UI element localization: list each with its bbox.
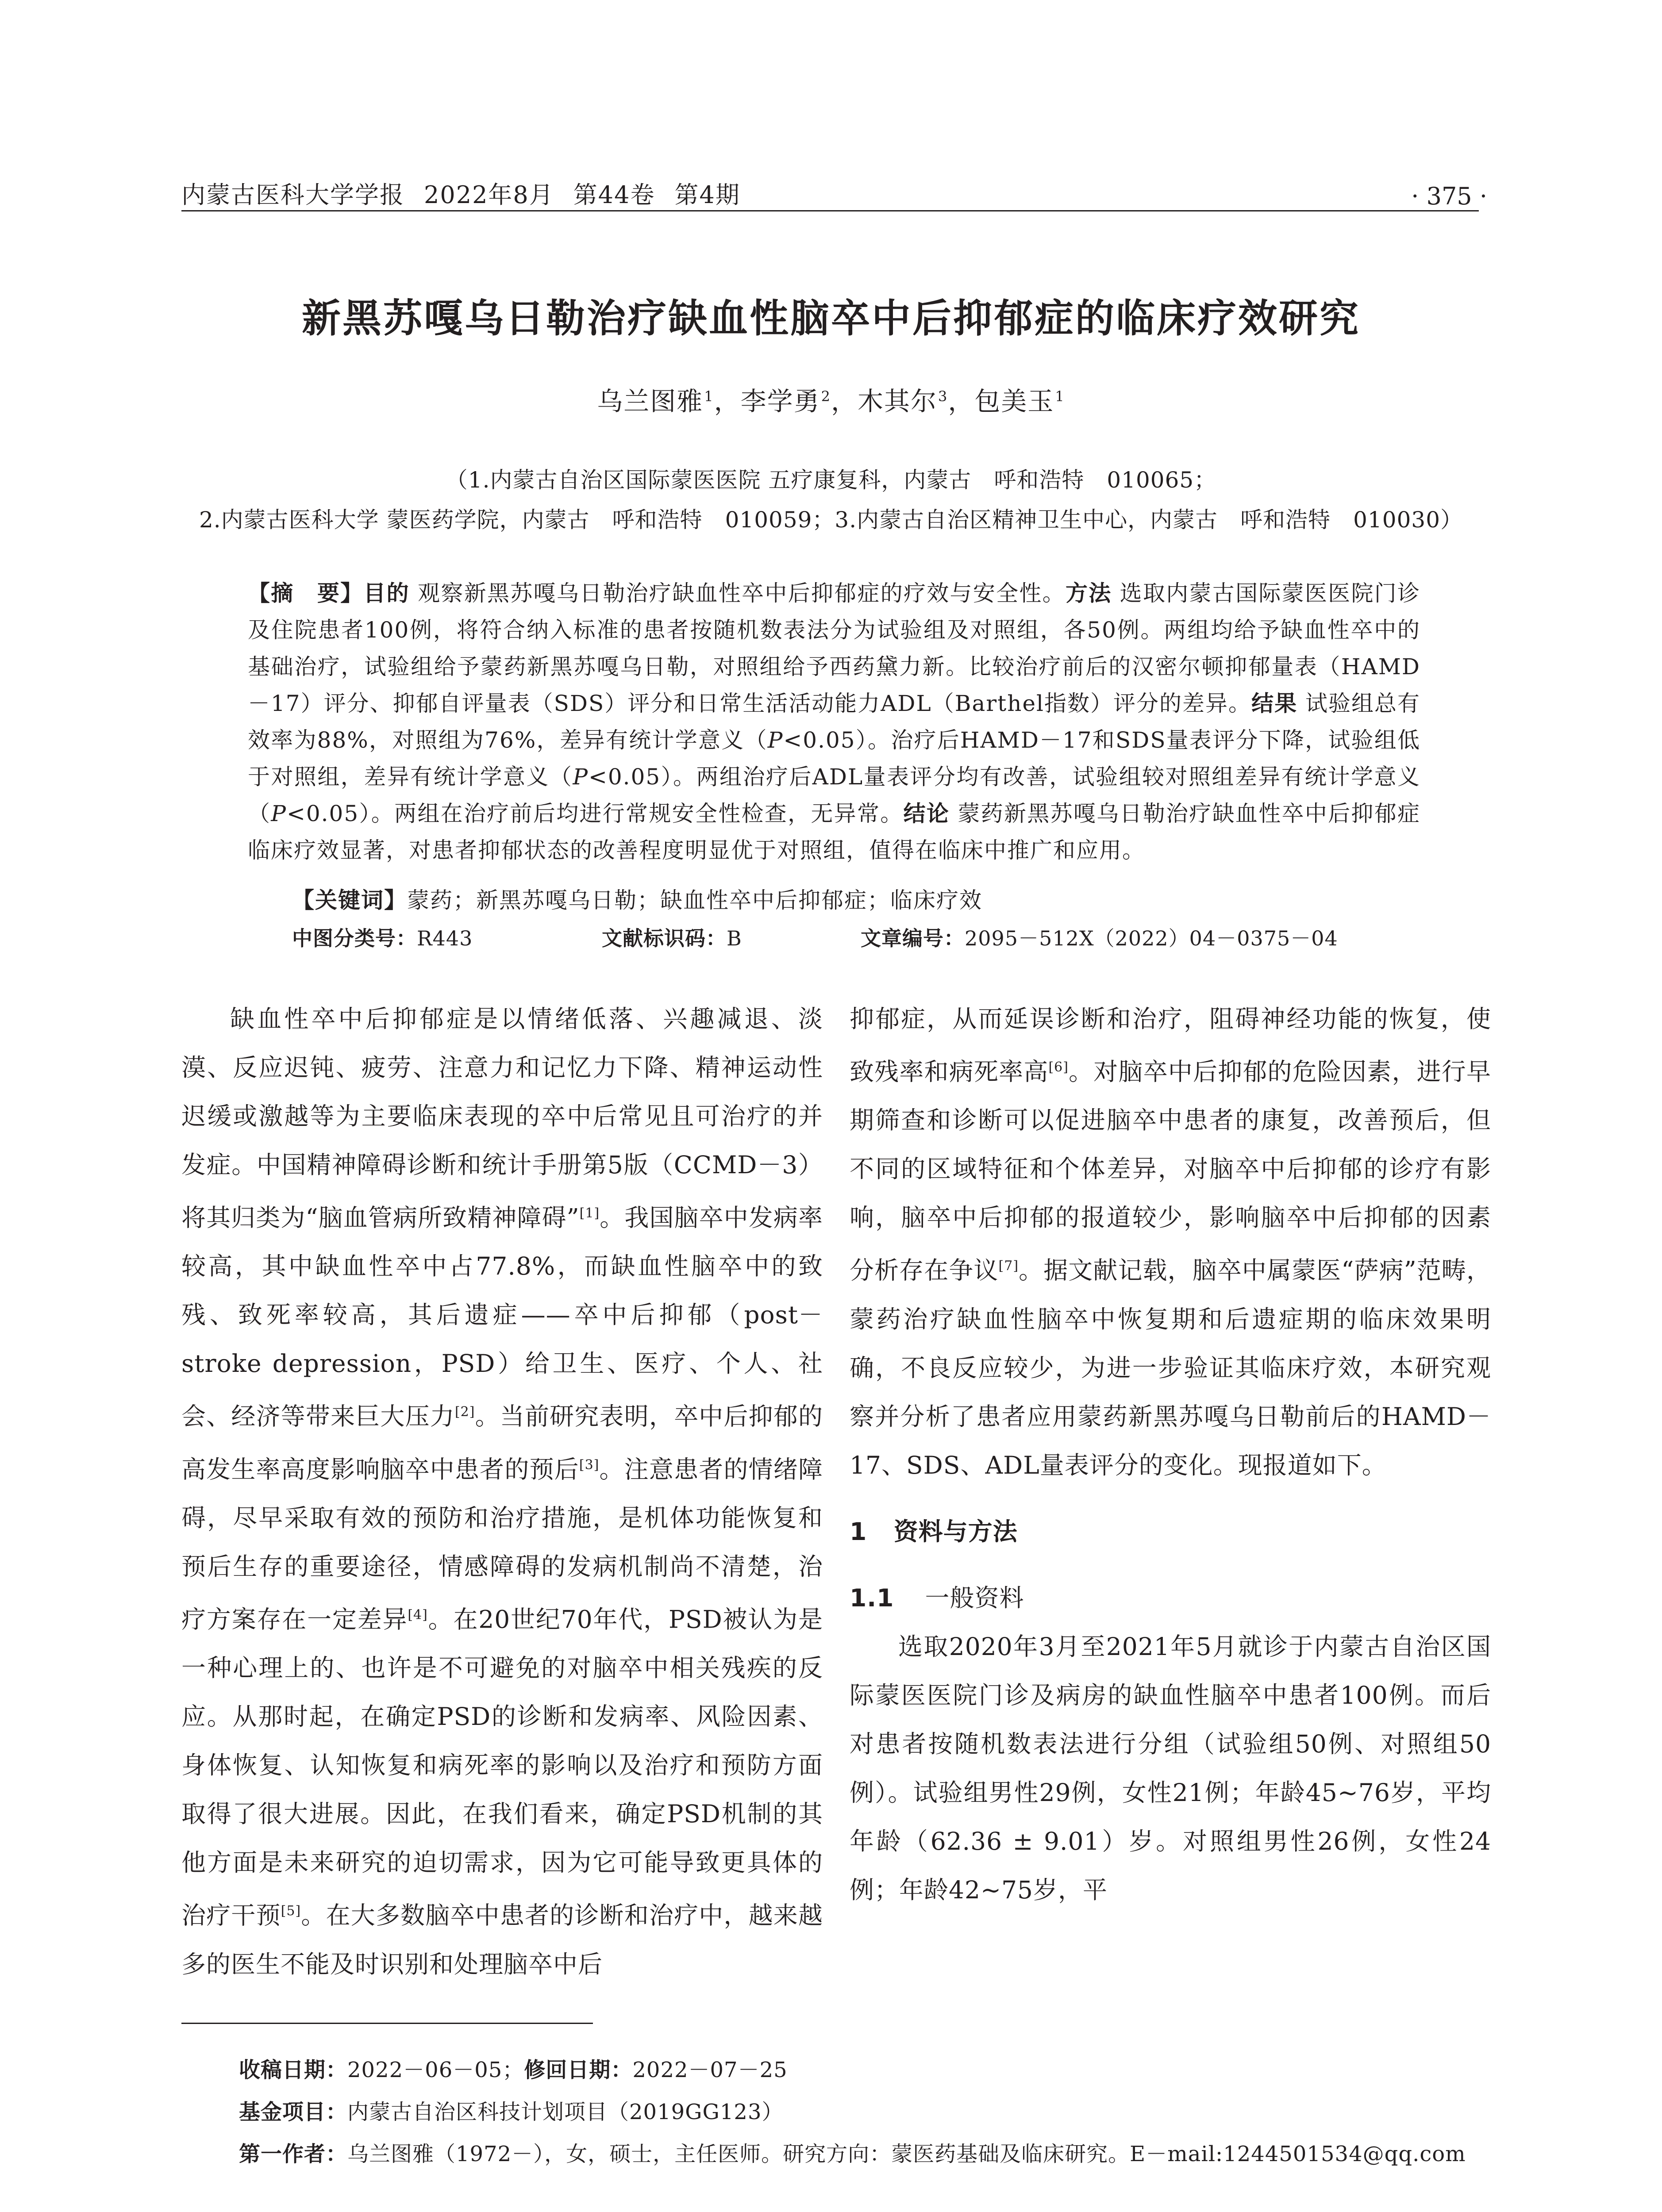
author-name: 乌兰图雅 [597, 386, 704, 416]
received-date: 2022－06－05； [347, 2058, 524, 2082]
document-code-label: 文献标识码： [602, 926, 727, 950]
author-name: 木其尔 [858, 386, 938, 416]
body-text: 。注意患者的情绪障碍，尽早采取有效的预防和治疗措施，是机体功能恢复和预后生存的重要途径，情感障碍的发病机制尚不清楚，治疗方案存在一定差异 [181, 1455, 823, 1634]
issue: 第4期 [674, 181, 740, 209]
method-text: 选取内蒙古国际蒙医医院门诊及住院患者100例，将符合纳入标准的患者按随机数表法分为试验组及对照组，各50例。两组均给予缺血性卒中的基础治疗，试验组给予蒙药新黑苏嘎乌日勒，对照组给予西药黛力新。比较治疗前后的汉密尔顿抑郁量表（HAMD－17）评分、抑郁自评量表（SDS）评分和日常生活活动能力ADL（Barthel指数）评分的差异。 [248, 580, 1421, 716]
first-author-text: 乌兰图雅（1972－），女，硕士，主任医师。研究方向：蒙医药基础及临床研究。E－mail:1244501534@qq.com [347, 2142, 1466, 2166]
subsection-number: 1.1 [850, 1583, 894, 1612]
body-text: 选取2020年3月至2021年5月就诊于内蒙古自治区国际蒙医医院门诊及病房的缺血性脑卒中患者100例。而后对患者按随机数表法进行分组（试验组50例、对照组50例）。试验组男性29例，女性21例；年龄45~76岁，平均年龄（62.36 ± 9.01）岁。对照组男性26例，女性24例；年龄42~75岁，平 [850, 1632, 1491, 1904]
first-author-label: 第一作者： [239, 2142, 348, 2166]
result-text: <0.05）。治疗后HAMD－17和SDS量表评分下降，试验组低于对照组，差异有统计学意义（ [248, 727, 1421, 790]
body-text: 缺血性卒中后抑郁症是以情绪低落、兴趣减退、淡漠、反应迟钝、疲劳、注意力和记忆力下降、精神运动性迟缓或激越等为主要临床表现的卒中后常见且可治疗的并发症。中国精神障碍诊断和统计手册第5版（CCMD－3）将其归类为“脑血管病所致精神障碍” [181, 1005, 823, 1232]
volume: 第44卷 [573, 181, 655, 209]
revised-label: 修回日期： [524, 2058, 633, 2082]
result-text: 试验组总有效率为88%，对照组为76%，差异有统计学意义（ [248, 691, 1421, 753]
received-label: 收稿日期： [239, 2058, 348, 2082]
citation[interactable]: [7] [998, 1258, 1019, 1274]
body-text: 。在大多数脑卒中患者的诊断和治疗中，越来越多的医生不能及时识别和处理脑卒中后 [181, 1901, 823, 1978]
section-heading [850, 1507, 1491, 1556]
body-paragraph [850, 995, 1491, 1490]
citation[interactable]: [2] [454, 1404, 475, 1420]
keywords-text: 蒙药；新黑苏嘎乌日勒；缺血性卒中后抑郁症；临床疗效 [407, 887, 982, 913]
footnote-fund [239, 2095, 783, 2125]
body-text: 。当前研究表明，卒中后抑郁的高发生率高度影响脑卒中患者的预后 [181, 1402, 823, 1483]
citation[interactable]: [3] [579, 1457, 600, 1473]
page-number: · 375 · [1411, 182, 1487, 210]
body-paragraph [850, 1622, 1491, 1914]
document-code-value: B [727, 926, 742, 950]
citation[interactable]: [1] [579, 1206, 600, 1221]
author-name: 包美玉 [974, 386, 1054, 416]
author-name: 李学勇 [740, 386, 820, 416]
body-text: 。我国脑卒中发病率较高，其中缺血性卒中占77.8%，而缺血性脑卒中的致残、致死率较高，其后遗症——卒中后抑郁（post－stroke depression，PSD）给卫生、医疗、个人、社会、经济等带来巨大压力 [181, 1203, 823, 1431]
keywords [292, 883, 982, 914]
article-number-label: 文章编号： [861, 926, 965, 950]
author-affiliation-mark: 1 [704, 388, 714, 405]
body-paragraph [181, 995, 823, 1989]
article-number [861, 922, 1338, 952]
subsection-title: 一般资料 [925, 1583, 1024, 1612]
subsection-heading [850, 1574, 1491, 1622]
citation[interactable]: [4] [408, 1607, 428, 1623]
author-list: 乌兰图雅$^1$，李学勇$^2$，木其尔$^3$，包美玉$^1$ [597, 386, 1065, 416]
revised-date: 2022－07－25 [632, 2058, 788, 2082]
clc-number [292, 922, 473, 952]
author-affiliation-mark: 2 [821, 388, 831, 405]
p-value-symbol: P [573, 764, 589, 790]
author-affiliation-mark: 3 [938, 388, 948, 405]
abstract-label: 【摘 要】 [248, 580, 364, 606]
method-label: 方法 [1065, 580, 1112, 606]
journal-name: 内蒙古医科大学学报 [181, 181, 404, 209]
objective-label: 目的 [363, 580, 410, 606]
keywords-label: 【关键词】 [292, 887, 407, 913]
citation[interactable]: [6] [1048, 1060, 1069, 1075]
running-header [181, 176, 760, 210]
p-value-symbol: P [767, 727, 784, 753]
objective-text: 观察新黑苏嘎乌日勒治疗缺血性卒中后抑郁症的疗效与安全性。 [418, 580, 1066, 606]
body-left-column [181, 995, 823, 1989]
p-value-symbol: P [271, 801, 287, 826]
section-title: 资料与方法 [893, 1517, 1018, 1546]
citation[interactable]: [5] [281, 1903, 301, 1919]
issue-date: 2022年8月 [424, 181, 554, 209]
clc-value: R443 [417, 926, 473, 950]
conclusion-label: 结论 [903, 801, 950, 826]
document-code [602, 922, 742, 952]
affiliation-line-2: 2.内蒙古医科大学 蒙医药学院，内蒙古 呼和浩特 010059；3.内蒙古自治区精神卫生中心，内蒙古 呼和浩特 010030） [199, 507, 1463, 533]
fund-label: 基金项目： [239, 2100, 348, 2124]
section-number: 1 [850, 1517, 867, 1546]
footnote-author [239, 2137, 1466, 2167]
body-text: 。在20世纪70年代，PSD被认为是一种心理上的、也许是不可避免的对脑卒中相关残疾的反应。从那时起，在确定PSD的诊断和发病率、风险因素、身体恢复、认知恢复和病死率的影响以及治疗和预防方面取得了很大进展。因此，在我们看来，确定PSD机制的其他方面是未来研究的迫切需求，因为它可能导致更具体的治疗干预 [181, 1605, 823, 1930]
conclusion-text: 蒙药新黑苏嘎乌日勒治疗缺血性卒中后抑郁症临床疗效显著，对患者抑郁状态的改善程度明显优于对照组，值得在临床中推广和应用。 [248, 801, 1420, 863]
result-label: 结果 [1251, 691, 1298, 716]
footnote-dates [239, 2053, 788, 2083]
body-text: 。据文献记载，脑卒中属蒙医“萨病”范畴，蒙药治疗缺血性脑卒中恢复期和后遗症期的临床效果明确，不良反应较少，为进一步验证其临床疗效，本研究观察并分析了患者应用蒙药新黑苏嘎乌日勒前后的HAMD－17、SDS、ADL量表评分的变化。现报道如下。 [850, 1256, 1491, 1479]
article-number-value: 2095－512X（2022）04－0375－04 [965, 926, 1338, 950]
abstract [248, 575, 1420, 869]
body-text: 。对脑卒中后抑郁的危险因素，进行早期筛查和诊断可以促进脑卒中患者的康复，改善预后，但不同的区域特征和个体差异，对脑卒中后抑郁的诊疗有影响，脑卒中后抑郁的报道较少，影响脑卒中后抑郁的因素分析存在争议 [850, 1057, 1491, 1285]
body-text: 抑郁症，从而延误诊断和治疗，阻碍神经功能的恢复，使致残率和病死率高 [850, 1005, 1491, 1086]
body-right-column [850, 995, 1491, 1914]
result-text: <0.05）。两组治疗后ADL量表评分均有改善，试验组较对照组差异有统计学意义（ [248, 764, 1421, 826]
footnote-divider [181, 2023, 593, 2024]
author-affiliation-mark: 1 [1055, 388, 1065, 405]
article-title: 新黑苏嘎乌日勒治疗缺血性脑卒中后抑郁症的临床疗效研究 [301, 296, 1360, 341]
affiliation-line-1: （1.内蒙古自治区国际蒙医医院 五疗康复科，内蒙古 呼和浩特 010065； [445, 467, 1217, 493]
clc-label: 中图分类号： [292, 926, 417, 950]
header-divider [181, 210, 1479, 211]
fund-text: 内蒙古自治区科技计划项目（2019GG123） [347, 2100, 784, 2124]
result-text: <0.05）。两组在治疗前后均进行常规安全性检查，无异常。 [286, 801, 904, 826]
